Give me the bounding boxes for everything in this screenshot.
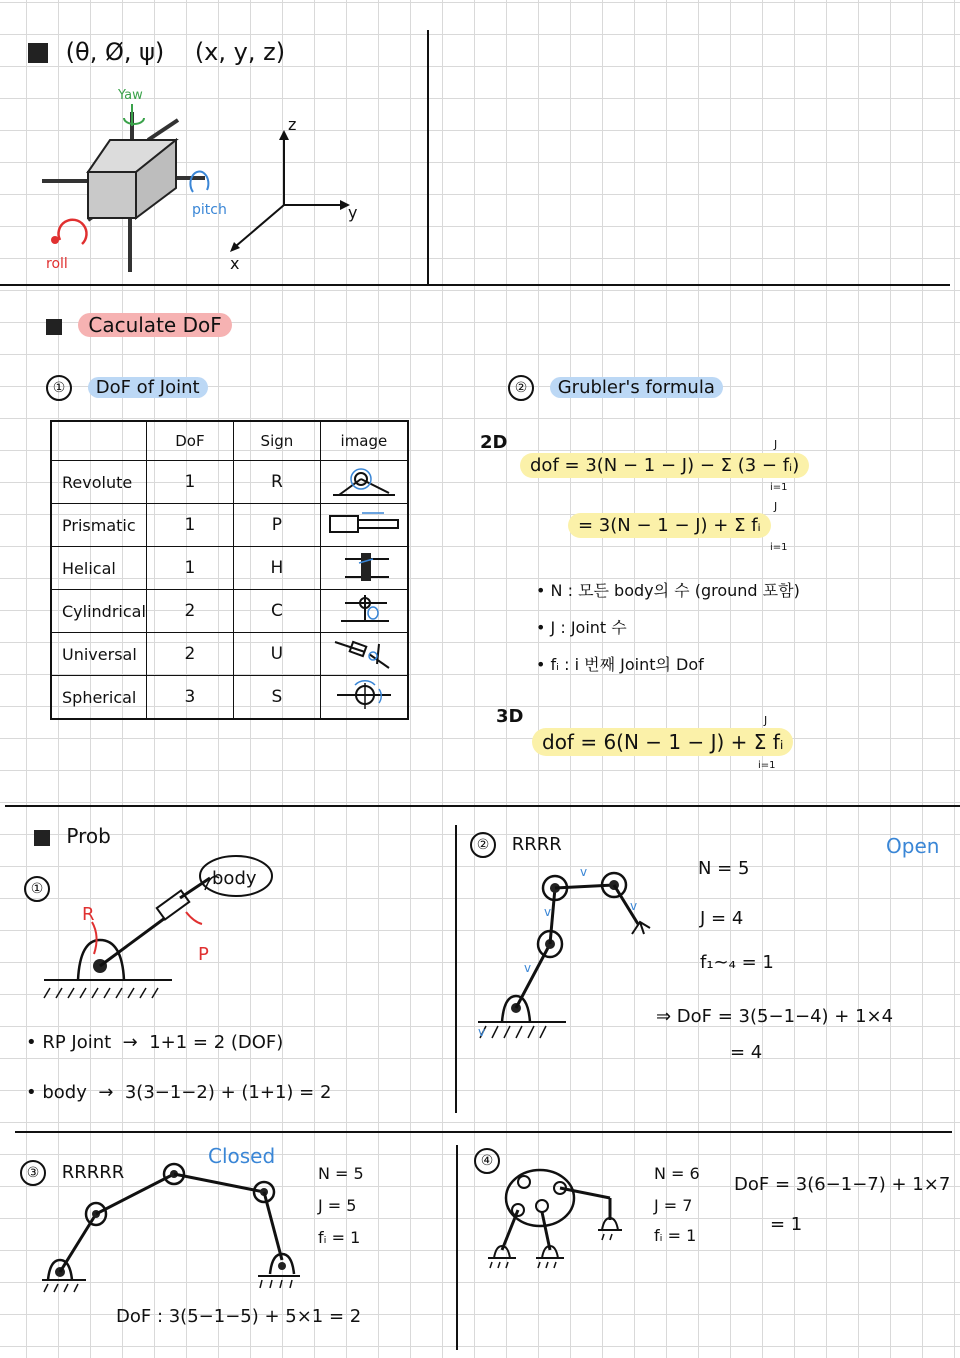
p1-line1: • RP Joint → 1+1 = 2 (DOF) [26,1032,284,1053]
joint-sign: S [233,676,320,720]
axis-y-label: y [348,203,358,222]
number-badge: ② [508,375,534,401]
p2-rrrr-mechanism-diagram [460,860,680,1040]
table-row [51,504,408,547]
sum-limit-bottom: i=1 [758,760,776,771]
prob-title-text: Prob [66,824,111,848]
joint-dof: 1 [146,504,233,547]
p2-header [470,832,562,858]
p2-j: J = 4 [700,908,744,929]
joint-sign: U [233,633,320,676]
section-title-text: Caculate DoF [78,313,231,337]
bullet-n-text: N : 모든 body의 수 (ground 포함) [550,581,800,600]
p1-line1-a: RP Joint [42,1032,112,1053]
p1-line1-b: 1+1 = 2 (DOF) [149,1032,284,1053]
joint-sign: H [233,547,320,590]
table-header: image [320,421,408,461]
p3-tag: Closed [208,1144,276,1168]
sum-limit-top: J [764,714,768,727]
p2-n [698,858,749,879]
p1-label-r: R [82,904,95,925]
p2-title: RRRR [511,834,562,855]
number-badge: ③ [20,1160,46,1186]
p1-line2: • body → 3(3−1−2) + (1+1) = 2 [26,1082,332,1103]
p3-rrrrr-mechanism-diagram [30,1150,330,1300]
joint-dof: 3 [146,676,233,720]
sum-limit-top: J [774,500,778,513]
table-row [51,461,408,504]
prob-vertical-divider-lower [456,1145,458,1350]
formula-rhs: = 3(N − 1 − J) − Σ (3 − fᵢ) [564,455,800,476]
joint-dof-table [50,420,409,720]
p3-title: RRRRR [61,1162,125,1183]
svg-text:v: v [544,905,552,919]
formula-3d [532,730,793,754]
subsection-title: DoF of Joint [88,377,208,398]
prob-horizontal-divider [15,1131,952,1133]
revolute-joint-icon [320,461,408,504]
joint-dof: 2 [146,590,233,633]
middle-horizontal-divider [5,805,960,807]
formula-2d-line1 [520,455,809,476]
table-header: DoF [146,421,233,461]
axis-z-label: z [288,115,297,134]
table-header-row [51,421,408,461]
helical-joint-icon [320,547,408,590]
subsection-title: Grubler's formula [550,377,723,398]
axis-x-label: x [230,254,240,273]
joint-name: Cylindrical [51,590,146,633]
table-row [51,676,408,720]
p4-result2: = 1 [770,1214,803,1235]
p4-n: N = 6 [654,1164,700,1183]
p1-rp-mechanism-diagram [0,840,460,1010]
p1-line2-a: body [42,1082,87,1103]
bullet-n: • N : 모든 body의 수 (ground 포함) [536,581,800,600]
p2-result2: = 4 [730,1042,763,1063]
cube-orientation-diagram [0,0,430,285]
joint-dof: 1 [146,461,233,504]
joint-dof: 1 [146,547,233,590]
bullet-j-text: J : Joint 수 [550,618,627,637]
joint-name: Universal [51,633,146,676]
p2-result1: ⇒ DoF = 3(5−1−4) + 1×4 [656,1006,894,1027]
joint-name: Revolute [51,461,146,504]
roll-label: roll [46,256,68,272]
joint-dof: 2 [146,633,233,676]
universal-joint-icon [320,633,408,676]
spherical-joint-icon [320,676,408,720]
p3-result: DoF : 3(5−1−5) + 5×1 = 2 [116,1306,362,1327]
p3-f: fᵢ = 1 [318,1228,361,1247]
table-header: Sign [233,421,320,461]
table-row [51,633,408,676]
joint-name: Prismatic [51,504,146,547]
table-row [51,590,408,633]
label-2d: 2D [480,432,508,453]
svg-text:v: v [524,961,532,975]
p1-line2-b: 3(3−1−2) + (1+1) = 2 [124,1082,332,1103]
joint-name: Helical [51,547,146,590]
number-badge: ② [470,832,496,858]
p1-label-p: P [198,944,209,965]
number-badge: ④ [474,1148,500,1174]
label-3d: 3D [496,706,524,727]
number-badge: ① [46,375,72,401]
sum-limit-bottom: i=1 [770,542,788,553]
euler-angles: (θ, Ø, ψ) [65,38,165,66]
pitch-label: pitch [192,202,227,218]
sum-limit-bottom: i=1 [770,482,788,493]
prismatic-joint-icon [320,504,408,547]
formula-2d-line2 [568,515,771,536]
p2-n-text: N = 5 [698,858,750,879]
p2-tag: Open [886,834,940,858]
table-row [51,547,408,590]
xyz-coords: (x, y, z) [194,38,286,66]
p2-f: f₁~₄ = 1 [700,952,774,973]
p4-result1: DoF = 3(6−1−7) + 1×7 [734,1174,951,1195]
joint-sign: C [233,590,320,633]
p3-n: N = 5 [318,1164,364,1183]
formula-3d-text: dof = 6(N − 1 − J) + Σ fᵢ [532,728,793,756]
svg-text:v: v [630,899,638,913]
p1-label-body: body [212,868,257,889]
cylindrical-joint-icon [320,590,408,633]
joint-sign: R [233,461,320,504]
svg-text:v: v [478,1025,486,1039]
bullet-f: • fᵢ : i 번째 Joint의 Dof [536,655,704,674]
p4-mechanism-diagram [480,1160,650,1270]
subsection-dof-of-joint [46,375,208,401]
section-title [46,313,232,337]
bullet-j: • J : Joint 수 [536,618,627,637]
p4-f: fᵢ = 1 [654,1226,697,1245]
joint-sign: P [233,504,320,547]
sum-limit-top: J [774,438,778,451]
subsection-grubler [508,375,723,401]
formula-rhs-2: = 3(N − 1 − J) + Σ fᵢ [568,513,771,538]
yaw-label: Yaw [118,88,143,103]
square-bullet-icon [46,319,62,335]
svg-text:v: v [580,865,588,879]
p4-j: J = 7 [654,1196,693,1215]
joint-name: Spherical [51,676,146,720]
number-badge: ① [24,876,50,902]
bullet-f-text: fᵢ : i 번째 Joint의 Dof [550,655,704,674]
formula-lhs: dof [530,455,559,476]
p3-j: J = 5 [318,1196,357,1215]
